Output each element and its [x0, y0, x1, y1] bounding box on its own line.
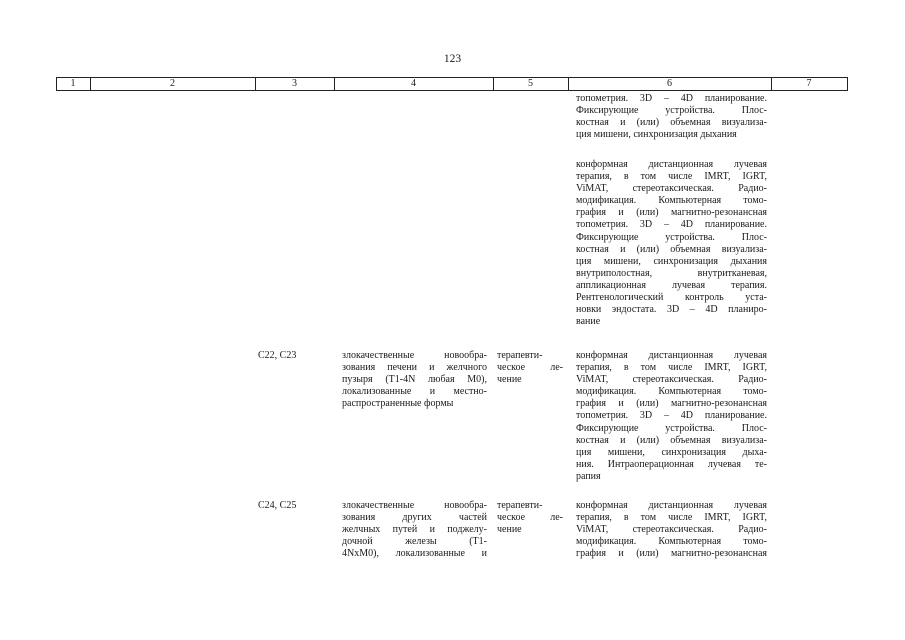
column-header-7: 7 [806, 78, 812, 89]
method-line: топометрия. 3D – 4D планирование. [576, 219, 767, 231]
treatment-line: ческое ле- [497, 512, 563, 524]
diagnosis-line: зования печени и желчного [342, 362, 487, 374]
method-line: Фиксирующие устройства. Плос- [576, 231, 767, 243]
column-header-3: 3 [292, 78, 297, 89]
method-line: терапия, в том числе IMRT, IGRT, [576, 512, 767, 524]
diagnosis-line: желчных путей и поджелу- [342, 524, 487, 536]
column-header-4: 4 [411, 78, 416, 89]
method-line: ния. Интраоперационная лучевая те- [576, 458, 767, 470]
method-line: костная и (или) объемная визуализа- [576, 434, 767, 446]
diagnosis-cell [342, 500, 487, 560]
diagnosis-line: злокачественные новообра- [342, 350, 487, 361]
diagnosis-line: зования других частей [342, 512, 487, 524]
column-header-5: 5 [528, 78, 533, 89]
method-cell [576, 500, 767, 560]
method-line: вание [576, 316, 601, 328]
diagnosis-line: 4NxM0), локализованные и [342, 548, 487, 560]
diagnosis-cell [342, 350, 487, 410]
column-header-2: 2 [170, 78, 175, 89]
icd-code: C24, C25 [258, 500, 297, 511]
column-header-1: 1 [70, 78, 76, 89]
diagnosis-line: злокачественные новообра- [342, 500, 487, 511]
method-line: конформная дистанционная лучевая [576, 350, 767, 361]
treatment-line: терапевти- [497, 350, 543, 361]
method-line: новки эндостата. 3D – 4D планиро- [576, 304, 767, 316]
method-line: ViMAT, стереотаксическая. Радио- [576, 524, 767, 536]
method-line: модификация. Компьютерная томо- [576, 195, 767, 207]
method-line: графия и (или) магнитно-резонансная [576, 207, 767, 219]
treatment-line: чение [497, 524, 522, 536]
method-line: конформная дистанционная лучевая [576, 500, 767, 511]
icd-code: C22, C23 [258, 350, 297, 361]
method-line: топометрия. 3D – 4D планирование. [576, 410, 767, 422]
method-cell [576, 350, 767, 483]
diagnosis-line: локализованные и местно- [342, 386, 487, 398]
method-line: костная и (или) объемная визуализа- [576, 117, 767, 129]
method-line: модификация. Компьютерная томо- [576, 386, 767, 398]
table-header-bottom-border [56, 90, 848, 91]
method-line: аппликационная лучевая терапия. [576, 279, 767, 291]
method-line: рапия [576, 470, 601, 482]
method-line: графия и (или) магнитно-резонансная [576, 398, 767, 410]
method-line: модификация. Компьютерная томо- [576, 536, 767, 548]
method-line: ция мишени, синхронизация дыхания [576, 255, 767, 267]
method-line: Рентгенологический контроль уста- [576, 292, 767, 304]
treatment-line: терапевти- [497, 500, 543, 511]
diagnosis-line: распространенные формы [342, 398, 454, 410]
method-line: ViMAT, стереотаксическая. Радио- [576, 374, 767, 386]
method-line: топометрия. 3D – 4D планирование. [576, 93, 767, 104]
column-header-6: 6 [667, 78, 672, 89]
diagnosis-line: дочной железы (T1- [342, 536, 487, 548]
method-line: костная и (или) объемная визуализа- [576, 243, 767, 255]
method-line: графия и (или) магнитно-резонансная [576, 548, 767, 560]
table-row [576, 93, 767, 141]
method-line: Фиксирующие устройства. Плос- [576, 422, 767, 434]
diagnosis-line: пузыря (T1-4N любая M0), [342, 374, 487, 386]
treatment-cell [497, 500, 563, 536]
method-line: ция мишени, синхронизация дыхания [576, 129, 737, 141]
column-divider [847, 77, 848, 91]
method-line: внутриполостная, внутритканевая, [576, 267, 767, 279]
method-line: терапия, в том числе IMRT, IGRT, [576, 171, 767, 183]
treatment-cell [497, 350, 563, 386]
method-line: конформная дистанционная лучевая [576, 159, 767, 170]
table-row [576, 159, 767, 328]
method-line: ция мишени, синхронизация дыха- [576, 446, 767, 458]
treatment-line: чение [497, 374, 522, 386]
treatment-line: ческое ле- [497, 362, 563, 374]
method-line: ViMAT, стереотаксическая. Радио- [576, 183, 767, 195]
page-number: 123 [443, 53, 462, 65]
method-line: Фиксирующие устройства. Плос- [576, 105, 767, 117]
method-line: терапия, в том числе IMRT, IGRT, [576, 362, 767, 374]
